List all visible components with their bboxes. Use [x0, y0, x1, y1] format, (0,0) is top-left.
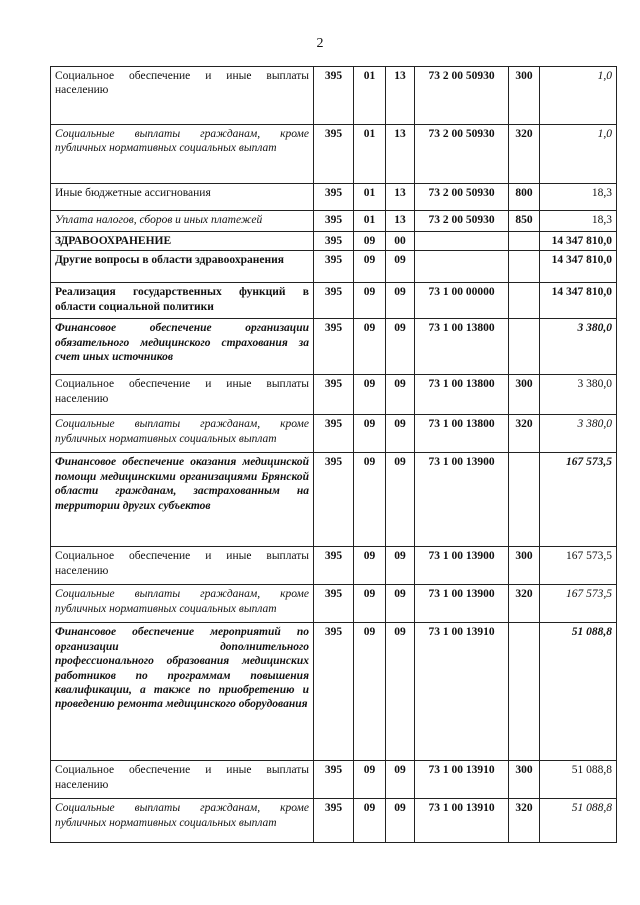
- table-row: [51, 453, 617, 547]
- table-row: [51, 67, 617, 125]
- section-code-cell: 09: [354, 453, 386, 547]
- row-name-cell: Социальные выплаты гражданам, кроме публичных нормативных социальных выплат: [51, 585, 314, 623]
- amount-cell: 1,0: [540, 67, 617, 125]
- admin-code-cell: 395: [314, 67, 354, 125]
- target-article-cell: 73 2 00 50930: [415, 211, 509, 232]
- admin-code-cell: 395: [314, 319, 354, 375]
- expense-type-cell: 800: [509, 184, 540, 211]
- expense-type-cell: 320: [509, 415, 540, 453]
- admin-code-cell: 395: [314, 375, 354, 415]
- admin-code-cell: 395: [314, 211, 354, 232]
- amount-cell: 14 347 810,0: [540, 251, 617, 283]
- row-name-cell: Уплата налогов, сборов и иных платежей: [51, 211, 314, 232]
- row-name-cell: Финансовое обеспечение мероприятий по организации дополнительного профессионального образования медицинских работников по программам повышения квалификации, а также по приобретению и проведению ремонта медицинского оборудования: [51, 623, 314, 761]
- admin-code-cell: 395: [314, 125, 354, 184]
- amount-cell: 3 380,0: [540, 415, 617, 453]
- amount-cell: 167 573,5: [540, 453, 617, 547]
- table-row: [51, 232, 617, 251]
- expense-type-cell: 320: [509, 585, 540, 623]
- admin-code-cell: 395: [314, 547, 354, 585]
- row-name-cell: Социальные выплаты гражданам, кроме публичных нормативных социальных выплат: [51, 125, 314, 184]
- row-name-cell: Социальное обеспечение и иные выплаты населению: [51, 761, 314, 799]
- amount-cell: 18,3: [540, 184, 617, 211]
- section-code-cell: 09: [354, 547, 386, 585]
- row-name-cell: Социальное обеспечение и иные выплаты населению: [51, 375, 314, 415]
- table-row: [51, 125, 617, 184]
- table-row: [51, 283, 617, 319]
- section-code-cell: 01: [354, 67, 386, 125]
- section-code-cell: 09: [354, 623, 386, 761]
- target-article-cell: 73 1 00 13800: [415, 319, 509, 375]
- section-code-cell: 09: [354, 585, 386, 623]
- subsection-code-cell: 09: [386, 761, 415, 799]
- row-name-cell: Социальное обеспечение и иные выплаты населению: [51, 547, 314, 585]
- amount-cell: 1,0: [540, 125, 617, 184]
- section-code-cell: 09: [354, 232, 386, 251]
- admin-code-cell: 395: [314, 232, 354, 251]
- section-code-cell: 09: [354, 283, 386, 319]
- target-article-cell: 73 1 00 13800: [415, 415, 509, 453]
- target-article-cell: 73 1 00 13910: [415, 761, 509, 799]
- admin-code-cell: 395: [314, 799, 354, 843]
- row-name-cell: Социальные выплаты гражданам, кроме публичных нормативных социальных выплат: [51, 415, 314, 453]
- subsection-code-cell: 00: [386, 232, 415, 251]
- subsection-code-cell: 09: [386, 283, 415, 319]
- target-article-cell: 73 1 00 13800: [415, 375, 509, 415]
- target-article-cell: 73 1 00 00000: [415, 283, 509, 319]
- subsection-code-cell: 09: [386, 319, 415, 375]
- section-code-cell: 09: [354, 415, 386, 453]
- subsection-code-cell: 09: [386, 453, 415, 547]
- target-article-cell: [415, 251, 509, 283]
- section-code-cell: 01: [354, 184, 386, 211]
- row-name-cell: Иные бюджетные ассигнования: [51, 184, 314, 211]
- amount-cell: 51 088,8: [540, 761, 617, 799]
- subsection-code-cell: 13: [386, 184, 415, 211]
- page-number: 2: [316, 36, 324, 51]
- expense-type-cell: 320: [509, 125, 540, 184]
- expense-type-cell: [509, 623, 540, 761]
- row-name-cell: Социальные выплаты гражданам, кроме публичных нормативных социальных выплат: [51, 799, 314, 843]
- admin-code-cell: 395: [314, 585, 354, 623]
- amount-cell: 3 380,0: [540, 319, 617, 375]
- table-row: [51, 251, 617, 283]
- section-code-cell: 09: [354, 761, 386, 799]
- admin-code-cell: 395: [314, 251, 354, 283]
- expense-type-cell: [509, 283, 540, 319]
- table-row: [51, 585, 617, 623]
- row-name-cell: Финансовое обеспечение организации обязательного медицинского страхования за счет иных источников: [51, 319, 314, 375]
- admin-code-cell: 395: [314, 761, 354, 799]
- subsection-code-cell: 09: [386, 799, 415, 843]
- table-row: [51, 799, 617, 843]
- expense-type-cell: 300: [509, 67, 540, 125]
- amount-cell: 18,3: [540, 211, 617, 232]
- section-code-cell: 01: [354, 211, 386, 232]
- target-article-cell: 73 1 00 13900: [415, 585, 509, 623]
- table-row: [51, 184, 617, 211]
- target-article-cell: 73 1 00 13910: [415, 799, 509, 843]
- expense-type-cell: [509, 251, 540, 283]
- admin-code-cell: 395: [314, 283, 354, 319]
- target-article-cell: 73 2 00 50930: [415, 184, 509, 211]
- row-name-cell: Другие вопросы в области здравоохранения: [51, 251, 314, 283]
- table-row: [51, 415, 617, 453]
- table-row: [51, 319, 617, 375]
- row-name-cell: Финансовое обеспечение оказания медицинской помощи медицинскими организациями Брянской области гражданам, застрахованным на территории других субъектов: [51, 453, 314, 547]
- amount-cell: 167 573,5: [540, 585, 617, 623]
- subsection-code-cell: 09: [386, 547, 415, 585]
- amount-cell: 3 380,0: [540, 375, 617, 415]
- subsection-code-cell: 13: [386, 125, 415, 184]
- section-code-cell: 01: [354, 125, 386, 184]
- subsection-code-cell: 09: [386, 623, 415, 761]
- target-article-cell: 73 1 00 13900: [415, 547, 509, 585]
- table-row: [51, 211, 617, 232]
- target-article-cell: 73 2 00 50930: [415, 67, 509, 125]
- target-article-cell: 73 1 00 13910: [415, 623, 509, 761]
- admin-code-cell: 395: [314, 184, 354, 211]
- amount-cell: 14 347 810,0: [540, 232, 617, 251]
- row-name-cell: Реализация государственных функций в области социальной политики: [51, 283, 314, 319]
- expense-type-cell: 300: [509, 761, 540, 799]
- section-code-cell: 09: [354, 375, 386, 415]
- target-article-cell: 73 1 00 13900: [415, 453, 509, 547]
- amount-cell: 167 573,5: [540, 547, 617, 585]
- subsection-code-cell: 13: [386, 67, 415, 125]
- target-article-cell: 73 2 00 50930: [415, 125, 509, 184]
- amount-cell: 14 347 810,0: [540, 283, 617, 319]
- section-code-cell: 09: [354, 799, 386, 843]
- expense-type-cell: [509, 453, 540, 547]
- subsection-code-cell: 09: [386, 375, 415, 415]
- subsection-code-cell: 09: [386, 585, 415, 623]
- budget-table: [50, 66, 617, 843]
- section-code-cell: 09: [354, 319, 386, 375]
- table-row: [51, 375, 617, 415]
- section-code-cell: 09: [354, 251, 386, 283]
- subsection-code-cell: 09: [386, 251, 415, 283]
- admin-code-cell: 395: [314, 415, 354, 453]
- subsection-code-cell: 13: [386, 211, 415, 232]
- expense-type-cell: 850: [509, 211, 540, 232]
- expense-type-cell: [509, 319, 540, 375]
- table-row: [51, 623, 617, 761]
- row-name-cell: ЗДРАВООХРАНЕНИЕ: [51, 232, 314, 251]
- expense-type-cell: [509, 232, 540, 251]
- table-row: [51, 761, 617, 799]
- amount-cell: 51 088,8: [540, 623, 617, 761]
- expense-type-cell: 300: [509, 375, 540, 415]
- expense-type-cell: 320: [509, 799, 540, 843]
- subsection-code-cell: 09: [386, 415, 415, 453]
- admin-code-cell: 395: [314, 623, 354, 761]
- target-article-cell: [415, 232, 509, 251]
- expense-type-cell: 300: [509, 547, 540, 585]
- table-row: [51, 547, 617, 585]
- admin-code-cell: 395: [314, 453, 354, 547]
- row-name-cell: Социальное обеспечение и иные выплаты населению: [51, 67, 314, 125]
- amount-cell: 51 088,8: [540, 799, 617, 843]
